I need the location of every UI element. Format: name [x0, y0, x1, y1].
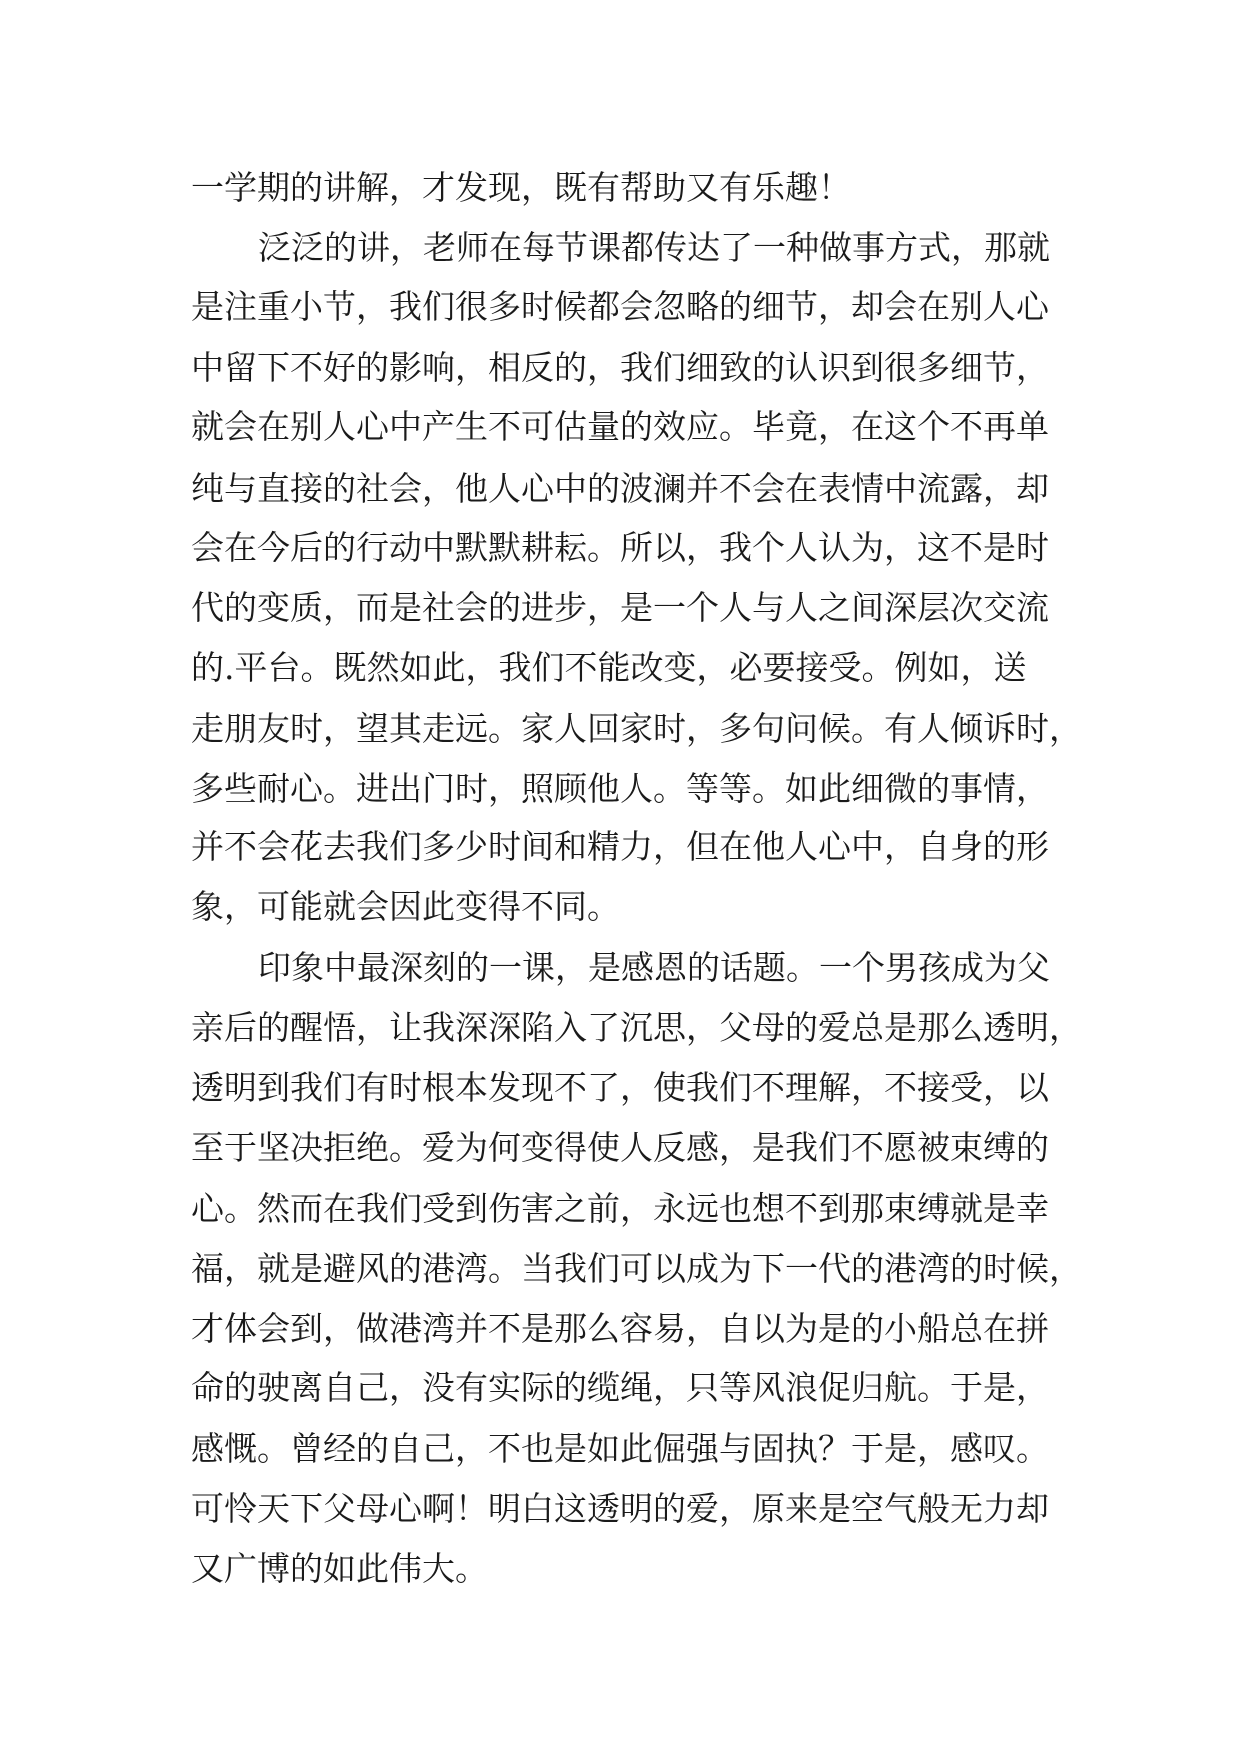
text-line: 纯与直接的社会，他人心中的波澜并不会在表情中流露，却: [191, 469, 1049, 508]
text-line: 心。然而在我们受到伤害之前，永远也想不到那束缚就是幸: [191, 1189, 1049, 1228]
text-line: 的.平台。既然如此，我们不能改变，必要接受。例如，送: [191, 648, 1027, 687]
text-line: 可怜天下父母心啊！明白这透明的爱，原来是空气般无力却: [191, 1489, 1049, 1528]
text-line: 命的驶离自己，没有实际的缆绳，只等风浪促归航。于是，: [191, 1368, 1049, 1407]
text-line: 又广博的如此伟大。: [191, 1549, 488, 1588]
text-line: 走朋友时，望其走远。家人回家时，多句问候。有人倾诉时，: [191, 709, 1082, 748]
text-line: 中留下不好的影响，相反的，我们细致的认识到很多细节，: [191, 348, 1049, 387]
text-line: 象，可能就会因此变得不同。: [191, 887, 620, 926]
text-line: 福，就是避风的港湾。当我们可以成为下一代的港湾的时候，: [191, 1249, 1082, 1288]
text-line: 并不会花去我们多少时间和精力，但在他人心中，自身的形: [191, 827, 1049, 866]
text-line: 才体会到，做港湾并不是那么容易，自以为是的小船总在拼: [191, 1309, 1049, 1348]
text-line: 代的变质，而是社会的进步，是一个人与人之间深层次交流: [191, 588, 1049, 627]
text-line: 透明到我们有时根本发现不了，使我们不理解，不接受，以: [191, 1068, 1049, 1107]
paragraph-start-line: 泛泛的讲，老师在每节课都传达了一种做事方式，那就: [258, 228, 1050, 267]
text-line: 一学期的讲解，才发现，既有帮助又有乐趣！: [191, 168, 851, 207]
text-line: 是注重小节，我们很多时候都会忽略的细节，却会在别人心: [191, 287, 1049, 326]
text-line: 多些耐心。进出门时，照顾他人。等等。如此细微的事情，: [191, 769, 1049, 808]
text-line: 至于坚决拒绝。爱为何变得使人反感，是我们不愿被束缚的: [191, 1128, 1049, 1167]
text-line: 感慨。曾经的自己，不也是如此倔强与固执？于是，感叹。: [191, 1429, 1049, 1468]
paragraph-start-line: 印象中最深刻的一课，是感恩的话题。一个男孩成为父: [258, 948, 1050, 987]
text-line: 会在今后的行动中默默耕耘。所以，我个人认为，这不是时: [191, 528, 1049, 567]
text-line: 亲后的醒悟，让我深深陷入了沉思，父母的爱总是那么透明，: [191, 1008, 1082, 1047]
text-line: 就会在别人心中产生不可估量的效应。毕竟，在这个不再单: [191, 407, 1049, 446]
